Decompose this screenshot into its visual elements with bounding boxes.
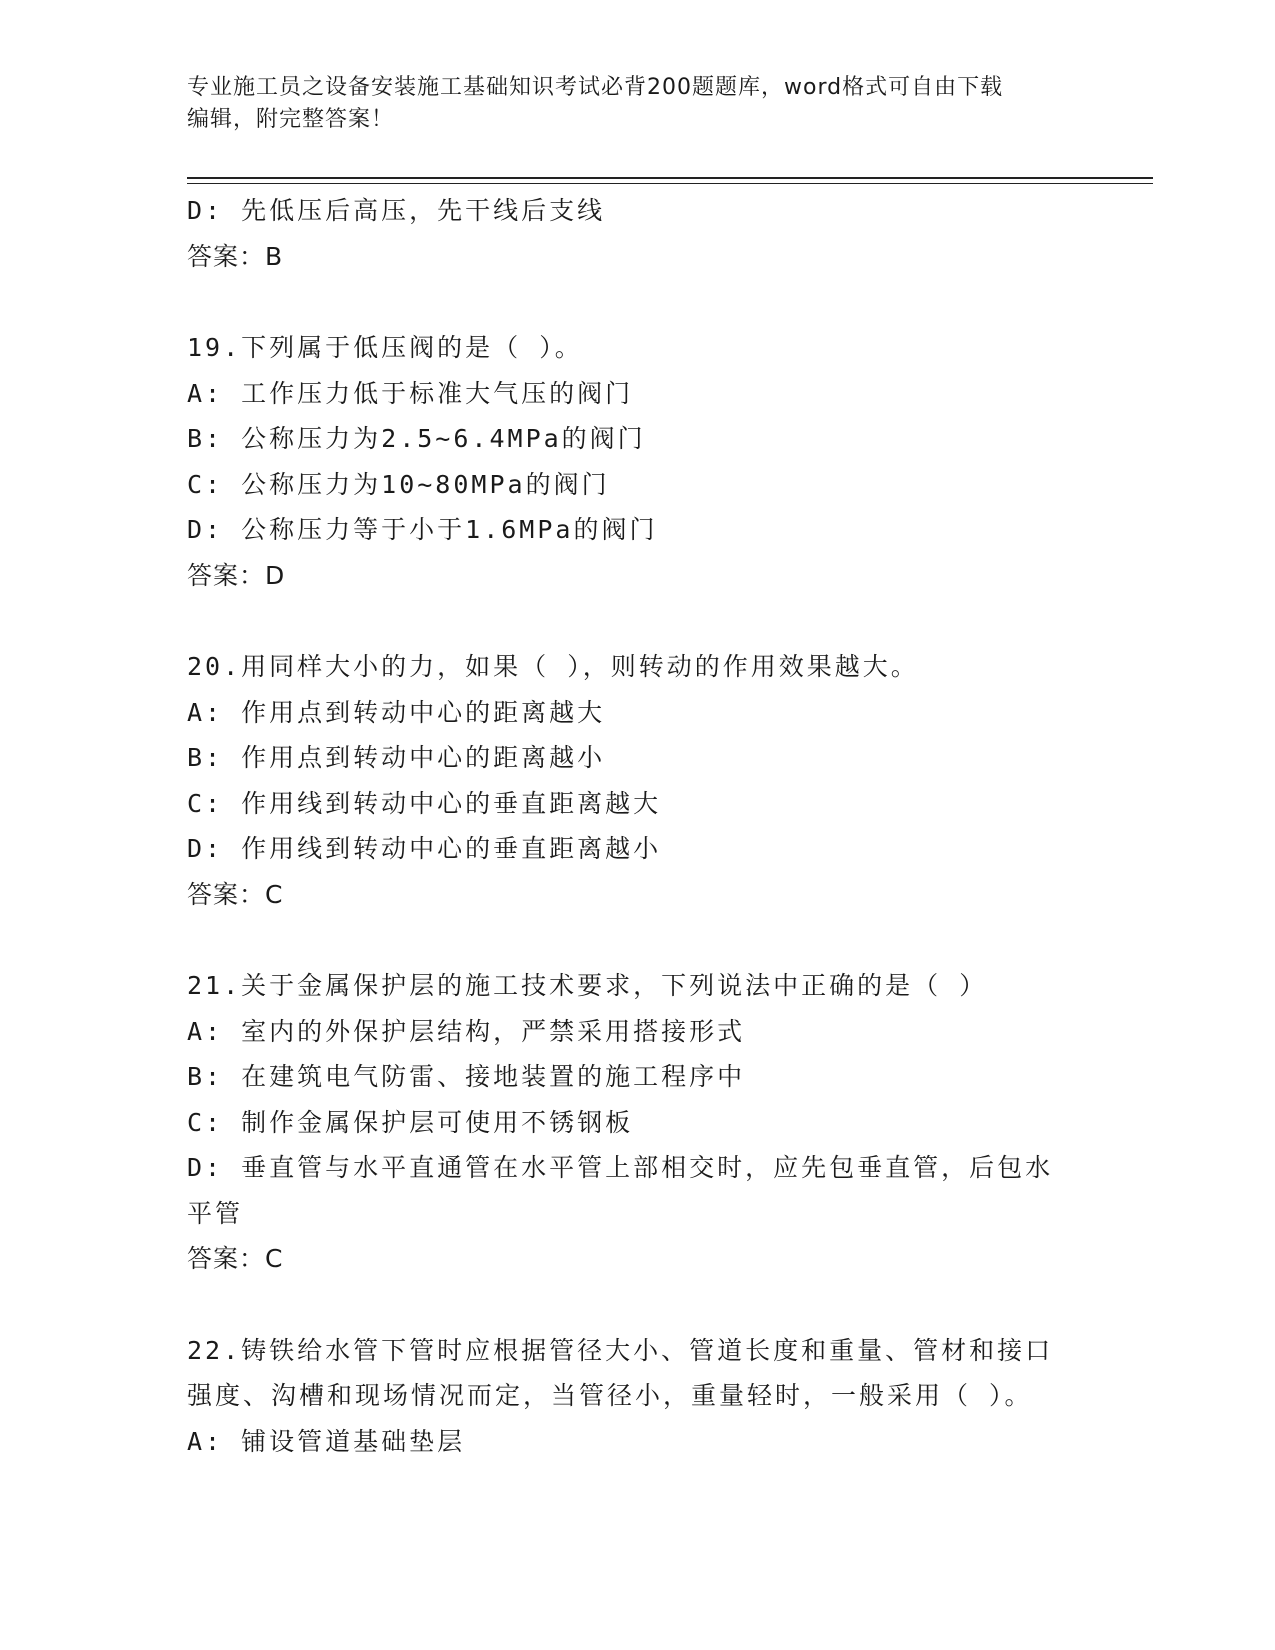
- question-text-line-2: 强度、沟槽和现场情况而定，当管径小，重量轻时，一般采用（ ）。: [187, 1381, 1033, 1410]
- option-d-line-2: 平管: [187, 1198, 244, 1228]
- option-a: A: 室内的外保护层结构，严禁采用搭接形式: [187, 1016, 746, 1046]
- document-header: [187, 72, 1067, 136]
- question-text: 21.关于金属保护层的施工技术要求，下列说法中正确的是（ ）: [187, 971, 988, 1000]
- answer: 答案：C: [187, 1244, 284, 1273]
- option-c: C: 制作金属保护层可使用不锈钢板: [187, 1107, 634, 1137]
- answer: 答案：C: [187, 879, 284, 909]
- question-18-tail: [187, 188, 1067, 279]
- header-line-2: 编辑，附完整答案！: [187, 107, 395, 132]
- question-20: [187, 644, 1067, 917]
- question-21: [187, 963, 1067, 1282]
- option-d: D: 作用线到转动中心的垂直距离越小: [187, 834, 662, 863]
- option-c: C: 公称压力为10~80MPa的阀门: [187, 469, 610, 499]
- question-22: [187, 1328, 1067, 1465]
- option-d-line-1: D: 垂直管与水平直通管在水平管上部相交时，应先包垂直管，后包水: [187, 1153, 1054, 1182]
- question-text-line-1: 22.铸铁给水管下管时应根据管径大小、管道长度和重量、管材和接口: [187, 1335, 1054, 1365]
- header-divider-thick: [187, 177, 1153, 179]
- option-a: A: 工作压力低于标准大气压的阀门: [187, 378, 634, 408]
- question-text: 20.用同样大小的力，如果（ ），则转动的作用效果越大。: [187, 652, 919, 681]
- answer: 答案：B: [187, 241, 284, 271]
- option-b: B: 作用点到转动中心的距离越小: [187, 743, 606, 772]
- header-divider-thin: [187, 183, 1153, 184]
- answer: 答案：D: [187, 560, 286, 590]
- option-a: A: 铺设管道基础垫层: [187, 1426, 466, 1456]
- option-d: D: 先低压后高压，先干线后支线: [187, 196, 606, 225]
- option-d: D: 公称压力等于小于1.6MPa的阀门: [187, 515, 658, 544]
- question-list: [187, 188, 1067, 1464]
- question-19: [187, 325, 1067, 598]
- header-line-1: 专业施工员之设备安装施工基础知识考试必背200题题库，word格式可自由下载: [187, 75, 1004, 100]
- option-b: B: 在建筑电气防雷、接地装置的施工程序中: [187, 1062, 746, 1091]
- option-b: B: 公称压力为2.5~6.4MPa的阀门: [187, 424, 646, 453]
- question-text: 19.下列属于低压阀的是（ ）。: [187, 333, 583, 362]
- option-c: C: 作用线到转动中心的垂直距离越大: [187, 788, 662, 818]
- option-a: A: 作用点到转动中心的距离越大: [187, 697, 606, 727]
